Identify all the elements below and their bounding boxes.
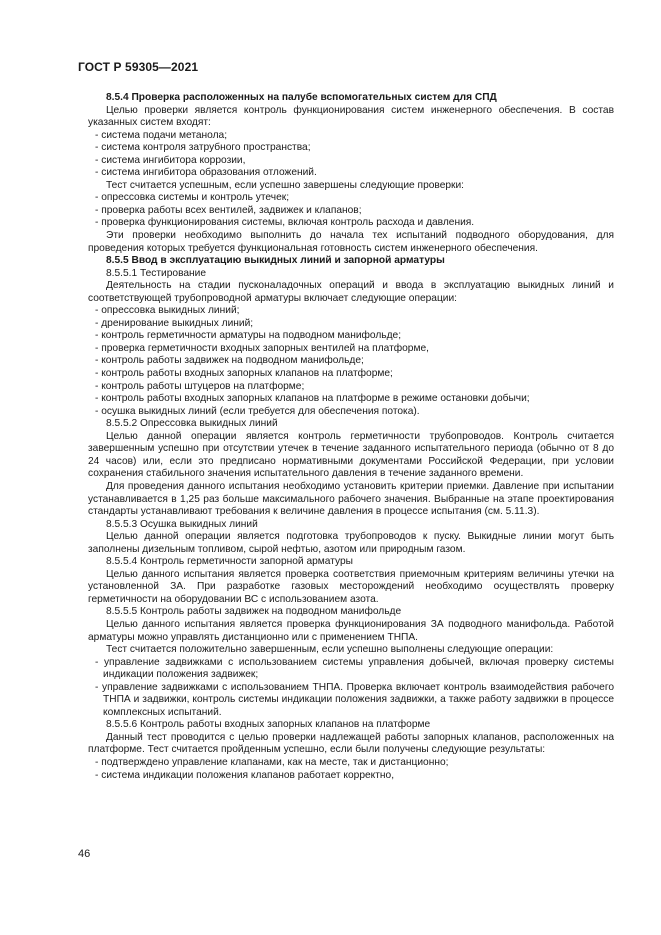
subsection-heading: 8.5.5.2 Опрессовка выкидных линий: [106, 418, 278, 430]
list-item: - система ингибитора образования отложений.: [95, 167, 317, 179]
section-heading: 8.5.5 Ввод в эксплуатацию выкидных линий и запорной арматуры: [106, 255, 445, 267]
paragraph: Целью данной операции является контроль герметичности трубопроводов. Контроль считается завершенным успешно при отсутствии утечек в течение заданного испытательного периода (обычно от 8 до 24 часов) или, если это предписано нормативными документами Российской Федерации, при условии сохранения стабильного значения испытательного давления в течение заданного времени.: [88, 430, 614, 480]
list-item: - контроль работы входных запорных клапанов на платформе в режиме остановки добычи;: [95, 393, 530, 405]
paragraph: Тест считается успешным, если успешно завершены следующие проверки:: [106, 179, 465, 191]
subsection-heading: 8.5.5.5 Контроль работы задвижек на подводном манифольде: [106, 606, 402, 618]
paragraph: Данный тест проводится с целью проверки надлежащей работы запорных клапанов, расположенных на платформе. Тест считается пройденным успешно, если были получены следующие результаты:: [88, 731, 614, 756]
list-item: - осушка выкидных линий (если требуется для обеспечения потока).: [95, 405, 420, 417]
page-body: [88, 92, 614, 782]
list-item: - подтверждено управление клапанами, как на месте, так и дистанционно;: [95, 756, 449, 768]
paragraph: Целью проверки является контроль функционирования систем инженерного обеспечения. В состав указанных систем входят:: [88, 104, 614, 129]
subsection-heading: 8.5.5.1 Тестирование: [106, 267, 207, 279]
page-number: 46: [78, 848, 91, 860]
list-item: - система ингибитора коррозии,: [95, 154, 246, 166]
list-item: - дренирование выкидных линий;: [95, 317, 254, 329]
paragraph: Целью данной операции является подготовка трубопроводов к пуску. Выкидные линии могут быть заполнены дизельным топливом, сырой нефтью, азотом или природным газом.: [88, 531, 614, 555]
list-item: - проверка герметичности входных запорных вентилей на платформе,: [95, 342, 429, 354]
list-item: - контроль герметичности арматуры на подводном манифольде;: [95, 330, 402, 342]
section-heading: 8.5.4 Проверка расположенных на палубе вспомогательных систем для СПД: [106, 92, 497, 103]
list-item: - опрессовка системы и контроль утечек;: [95, 192, 290, 204]
list-item: - контроль работы задвижек на подводном манифольде;: [95, 355, 364, 367]
list-item: - контроль работы входных запорных клапанов на платформе;: [95, 368, 393, 380]
list-item: - система подачи метанола;: [95, 129, 228, 141]
list-item: - проверка функционирования системы, включая контроль расхода и давления.: [95, 217, 475, 229]
subsection-heading: 8.5.5.4 Контроль герметичности запорной арматуры: [106, 556, 353, 568]
list-item: - управление задвижками с использованием системы управления добычей, включая проверку системы индикации положения задвижек;: [95, 656, 614, 681]
list-item: - опрессовка выкидных линий;: [95, 305, 240, 317]
list-item: - контроль работы штуцеров на платформе;: [95, 380, 305, 392]
subsection-heading: 8.5.5.6 Контроль работы входных запорных клапанов на платформе: [106, 719, 431, 731]
paragraph: Целью данного испытания является проверка функционирования ЗА подводного манифольда. Работой арматуры можно управлять дистанционно или с применением ТНПА.: [88, 618, 614, 643]
paragraph: Для проведения данного испытания необходимо установить критерии приемки. Давление при испытании устанавливается в 1,25 раз больше максимального рабочего значения. Выбранные на этапе проектирования стандарты устанавливают требования к величине давления в процессе испытания (см. 5.11.3).: [88, 480, 614, 518]
subsection-heading: 8.5.5.3 Осушка выкидных линий: [106, 518, 258, 530]
list-item: - управление задвижками с использованием ТНПА. Проверка включает контроль взаимодействия рабочего ТНПА и задвижки, контроль системы индикации положения задвижки, а также работу задвижки в процессе комплексных испытаний.: [95, 681, 614, 718]
paragraph: Эти проверки необходимо выполнить до начала тех испытаний подводного оборудования, для проведения которых требуется функциональная готовность систем инженерного обеспечения.: [88, 230, 614, 254]
document-header: ГОСТ Р 59305—2021: [78, 60, 199, 74]
list-item: - система контроля затрубного пространства;: [95, 142, 311, 154]
paragraph: Целью данного испытания является проверка соответствия приемочным критериям величины утечки на установленной ЗА. При разработке газовых месторождений необходимо осуществлять проверку герметичности на оборудовании ВС с использованием азота.: [88, 568, 614, 605]
list-item: - система индикации положения клапанов работает корректно,: [95, 769, 395, 781]
paragraph: Деятельность на стадии пусконаладочных операций и ввода в эксплуатацию выкидных линий и соответствующей трубопроводной арматуры включает следующие операции:: [88, 280, 614, 304]
list-item: - проверка работы всех вентилей, задвижек и клапанов;: [95, 204, 362, 216]
paragraph: Тест считается положительно завершенным, если успешно выполнены следующие операции:: [106, 644, 554, 656]
